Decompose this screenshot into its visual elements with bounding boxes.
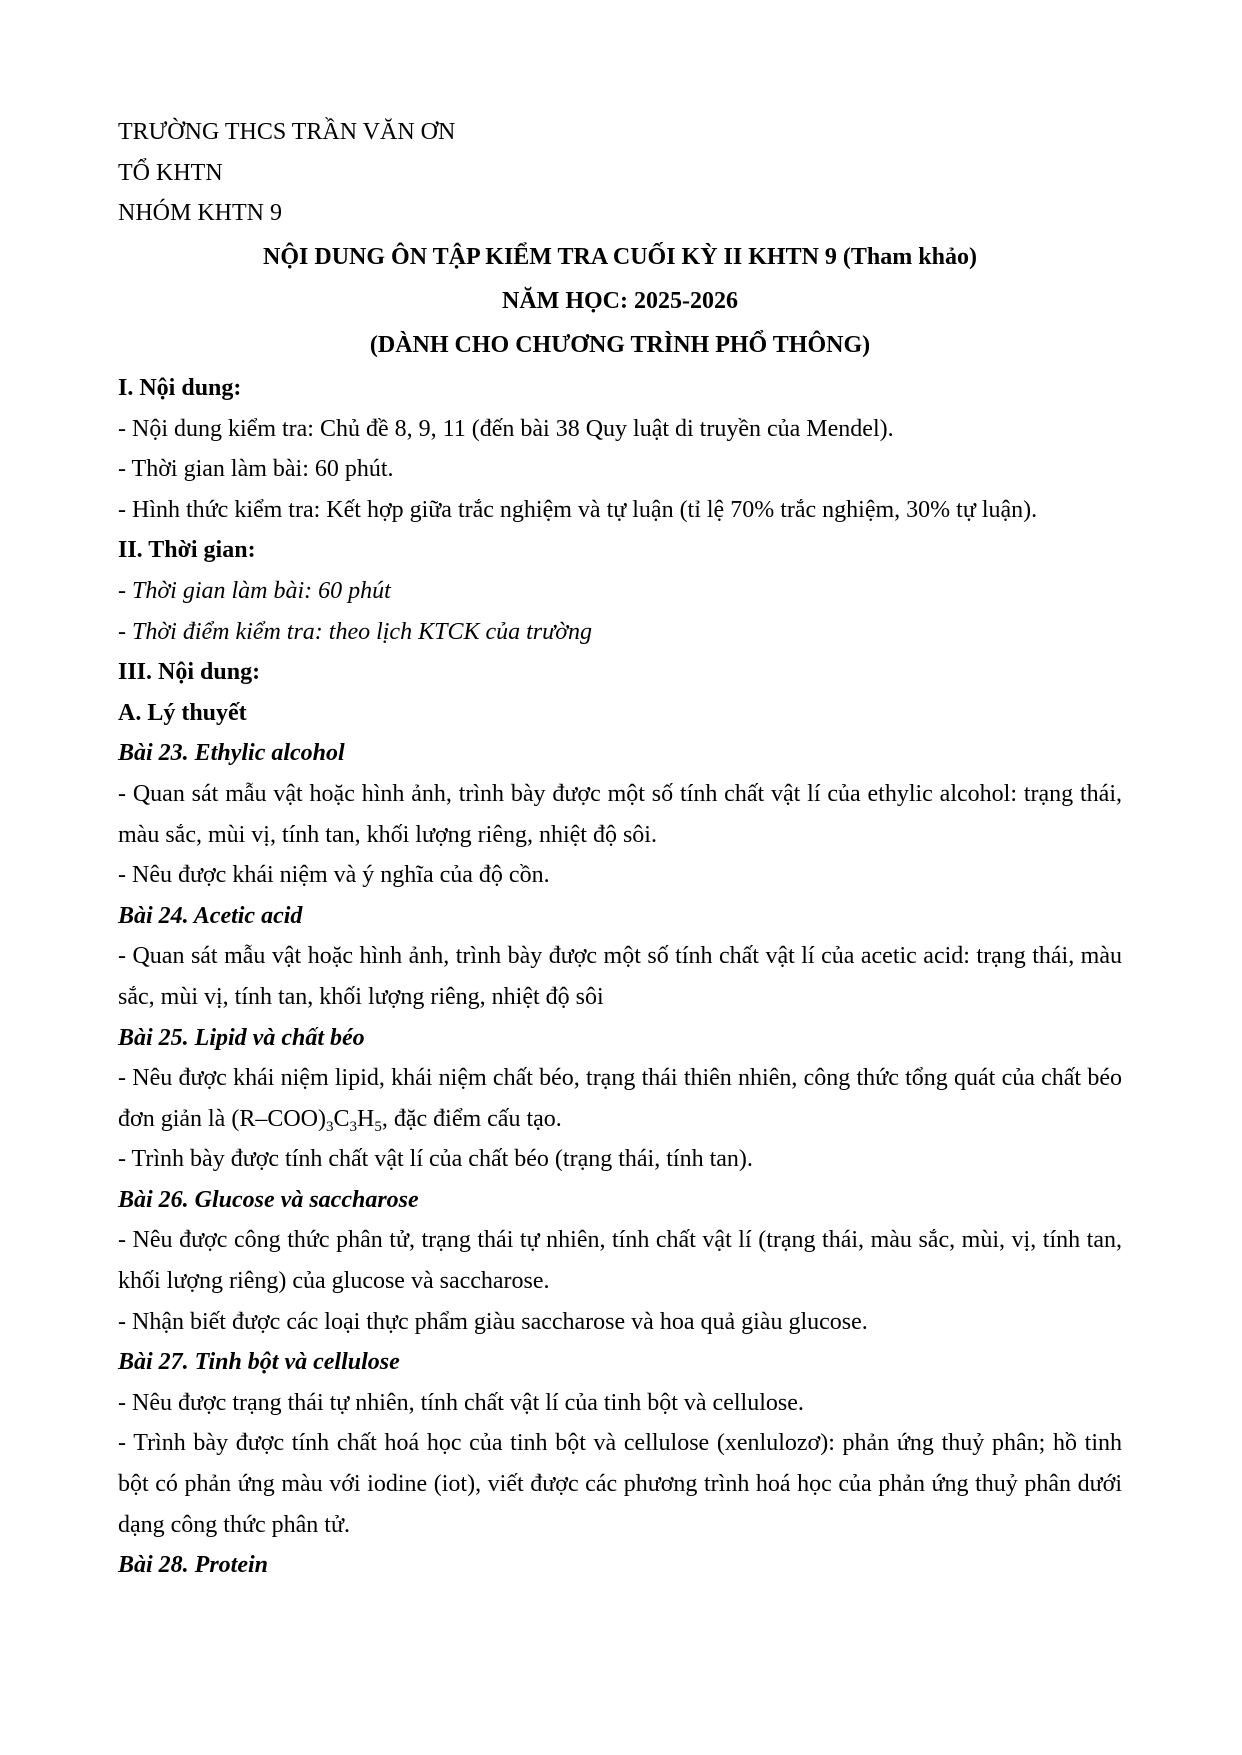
section-1-item: - Nội dung kiểm tra: Chủ đề 8, 9, 11 (đến bài 38 Quy luật di truyền của Mendel). xyxy=(118,415,894,442)
lesson-27-title: Bài 27. Tinh bột và cellulose xyxy=(118,1349,400,1376)
lesson-26-title: Bài 26. Glucose và saccharose xyxy=(118,1186,419,1213)
lesson-23-item: - Nêu được khái niệm và ý nghĩa của độ cồn. xyxy=(118,862,550,889)
lesson-25-item: - Trình bày được tính chất vật lí của chất béo (trạng thái, tính tan). xyxy=(118,1146,753,1173)
document-header xyxy=(118,112,455,234)
lesson-23-title: Bài 23. Ethylic alcohol xyxy=(118,740,345,767)
section-2-item: - Thời điểm kiểm tra: theo lịch KTCK của trường xyxy=(118,618,593,645)
section-3-heading: III. Nội dung: xyxy=(118,659,261,686)
lesson-28-title: Bài 28. Protein xyxy=(118,1552,269,1579)
group-name: NHÓM KHTN 9 xyxy=(118,200,282,226)
document-title xyxy=(118,235,1122,367)
section-2-item: - Thời gian làm bài: 60 phút xyxy=(118,577,391,604)
formula-carbon: C xyxy=(333,1105,350,1132)
title-line-2: NĂM HỌC: 2025-2026 xyxy=(502,288,738,314)
lesson-26-item: - Nêu được công thức phân tử, trạng thái tự nhiên, tính chất vật lí (trạng thái, màu sắc, mùi, vị, tính tan, khối lượng riêng) của glucose và saccharose. xyxy=(118,1227,1122,1295)
title-line-1: NỘI DUNG ÔN TẬP KIỂM TRA CUỐI KỲ II KHTN 9 (Tham khảo) xyxy=(263,244,977,270)
formula-subscript: 3 xyxy=(326,1118,334,1135)
subsection-a-heading: A. Lý thuyết xyxy=(118,699,247,726)
school-name: TRƯỜNG THCS TRẦN VĂN ƠN xyxy=(118,119,456,145)
department-name: TỔ KHTN xyxy=(118,159,223,186)
section-1-heading: I. Nội dung: xyxy=(118,375,242,401)
lesson-25-title: Bài 25. Lipid và chất béo xyxy=(118,1024,365,1051)
section-2-heading: II. Thời gian: xyxy=(118,537,256,564)
lesson-25-item-text-end: , đặc điểm cấu tạo. xyxy=(381,1105,562,1132)
document-body xyxy=(118,368,1122,1586)
section-1-item: - Thời gian làm bài: 60 phút. xyxy=(118,456,394,483)
lesson-25-item-text: - Nêu được khái niệm lipid, khái niệm chất béo, trạng thái thiên nhiên, công thức tổng quát của chất béo đơn giản là (R–COO) xyxy=(118,1065,1122,1132)
lesson-24-item: - Quan sát mẫu vật hoặc hình ảnh, trình bày được một số tính chất vật lí của acetic acid: trạng thái, màu sắc, mùi vị, tính tan, khối lượng riêng, nhiệt độ sôi xyxy=(118,943,1122,1010)
formula-subscript: 5 xyxy=(374,1118,382,1135)
section-1-item: - Hình thức kiểm tra: Kết hợp giữa trắc nghiệm và tự luận (tỉ lệ 70% trắc nghiệm, 30% tự luận). xyxy=(118,496,1038,523)
lesson-27-item: - Trình bày được tính chất hoá học của tinh bột và cellulose (xenlulozơ): phản ứng thuỷ phân; hồ tinh bột có phản ứng màu với iodine (iot), viết được các phương trình hoá học của phản ứng thuỷ phân dưới dạng công thức phân tử. xyxy=(118,1430,1122,1538)
lesson-27-item: - Nêu được trạng thái tự nhiên, tính chất vật lí của tinh bột và cellulose. xyxy=(118,1389,804,1416)
title-line-3: (DÀNH CHO CHƯƠNG TRÌNH PHỔ THÔNG) xyxy=(369,332,871,358)
lesson-26-item: - Nhận biết được các loại thực phẩm giàu saccharose và hoa quả giàu glucose. xyxy=(118,1308,868,1335)
lesson-25-item xyxy=(118,1058,1122,1139)
lesson-23-item: - Quan sát mẫu vật hoặc hình ảnh, trình bày được một số tính chất vật lí của ethylic alcohol: trạng thái, màu sắc, mùi vị, tính tan, khối lượng riêng, nhiệt độ sôi. xyxy=(118,780,1122,848)
lesson-24-title: Bài 24. Acetic acid xyxy=(118,902,303,929)
formula-subscript: 3 xyxy=(349,1118,358,1135)
formula-hydrogen: H xyxy=(357,1105,375,1132)
